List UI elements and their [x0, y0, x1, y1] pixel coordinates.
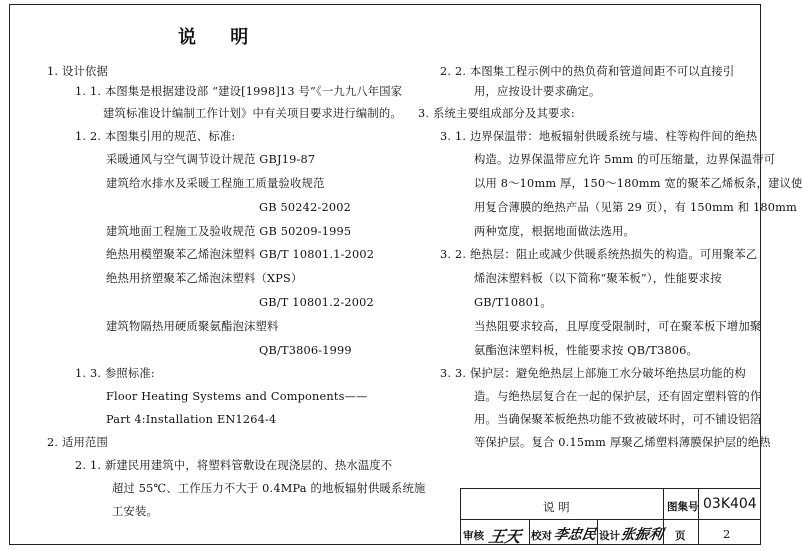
clause-3-2-cont: 烯泡沫塑料板（以下简称“聚苯板”），性能要求按	[474, 272, 722, 285]
design-signature: 张振利	[619, 527, 665, 543]
standard-item: 绝热用模塑聚苯乙烯泡沫塑料 GB/T 10801.1-2002	[106, 248, 375, 261]
check-label: 校对	[531, 530, 552, 542]
clause-1-3: 1. 3. 参照标准:	[75, 367, 155, 380]
clause-2-1: 2. 1. 新建民用建筑中，将塑料管敷设在现浇层的、热水温度不	[75, 459, 393, 472]
clause-3-2-cont: 当热阻要求较高，且厚度受限制时，可在聚苯板下增加聚	[474, 320, 762, 333]
clause-3-1-cont: 以用 8～10mm 厚，150～180mm 宽的聚苯乙烯板条，建议使	[474, 177, 802, 190]
section-2-heading: 2. 适用范围	[47, 436, 108, 449]
clause-3-1-cont: 两种宽度，根据地面做法选用。	[474, 225, 635, 238]
page-number: 2	[723, 527, 731, 541]
title-block-divider	[529, 519, 530, 545]
clause-2-2-cont: 用，应按设计要求确定。	[474, 85, 601, 98]
clause-2-2: 2. 2. 本图集工程示例中的热负荷和管道间距不可以直接引	[440, 65, 735, 78]
clause-3-2-cont: 氨酯泡沫塑料板，性能要求按 QB/T3806。	[474, 344, 699, 357]
clause-2-1-cont: 超过 55℃、工作压力不大于 0.4MPa 的地板辐射供暖系统施	[112, 482, 426, 495]
title-block-divider	[461, 519, 761, 520]
standard-code: GB 50242-2002	[259, 201, 352, 214]
page-label: 页	[675, 530, 686, 542]
standard-item: 建筑地面工程施工及验收规范 GB 50209-1995	[106, 225, 352, 238]
standard-code: GB/T 10801.2-2002	[259, 296, 374, 309]
clause-1-1-cont: 建筑标准设计编制工作计划》中有关项目要求进行编制的。	[103, 107, 402, 120]
design-label: 设计	[599, 530, 620, 542]
atlas-number: 03K404	[703, 496, 757, 512]
clause-1-1: 1. 1. 本图集是根据建设部 “建设[1998]13 号”《一九九八年国家	[75, 85, 403, 98]
title-block-divider	[663, 489, 664, 545]
clause-3-2: 3. 2. 绝热层：阻止或减少供暖系统热损失的构造。可用聚苯乙	[440, 248, 758, 261]
clause-3-1-cont: 构造。边界保温带应允许 5mm 的可压缩量，边界保温带可	[474, 153, 776, 166]
standard-item: 建筑物隔热用硬质聚氨酯泡沫塑料	[106, 320, 279, 333]
clause-3-3-cont: 等保护层。复合 0.15mm 厚聚乙烯塑料薄膜保护层的绝热	[474, 436, 771, 449]
reference-standard: Floor Heating Systems and Components——	[106, 390, 368, 403]
review-signature: 王天	[487, 527, 523, 546]
standard-item: 采暖通风与空气调节设计规范 GBJ19-87	[106, 153, 316, 166]
clause-2-1-cont: 工安装。	[112, 505, 158, 518]
clause-3-2-cont: GB/T10801。	[474, 296, 552, 309]
drawing-name: 说 明	[543, 500, 570, 514]
title-block-divider	[597, 519, 598, 545]
section-1-heading: 1. 设计依据	[47, 65, 108, 78]
title-block	[460, 488, 761, 545]
standard-item: 建筑给水排水及采暖工程施工质量验收规范	[106, 177, 325, 190]
section-3-heading: 3. 系统主要组成部分及其要求:	[418, 107, 575, 120]
atlas-number-label: 图集号	[667, 501, 699, 513]
clause-3-3-cont: 造。与绝热层复合在一起的保护层，还有固定塑料管的作	[474, 390, 762, 403]
reference-standard: Part 4:Installation EN1264-4	[106, 413, 277, 426]
page-title: 说 明	[178, 27, 263, 48]
clause-3-3: 3. 3. 保护层：避免绝热层上部施工水分破坏绝热层功能的构	[440, 367, 746, 380]
check-signature: 李忠民	[552, 527, 598, 543]
standard-item: 绝热用挤塑聚苯乙烯泡沫塑料（XPS）	[106, 272, 303, 285]
review-label: 审核	[463, 530, 484, 542]
clause-3-3-cont: 用。当确保聚苯板绝热功能不致被破坏时，可不铺设铝箔	[474, 413, 762, 426]
standard-code: QB/T3806-1999	[259, 344, 352, 357]
clause-1-2: 1. 2. 本图集引用的规范、标准:	[75, 130, 236, 143]
title-block-divider	[698, 489, 699, 545]
clause-3-1-cont: 用复合薄膜的绝热产品（见第 29 页），有 150mm 和 180mm	[474, 201, 797, 214]
clause-3-1: 3. 1. 边界保温带：地板辐射供暖系统与墙、柱等构件间的绝热	[440, 130, 758, 143]
